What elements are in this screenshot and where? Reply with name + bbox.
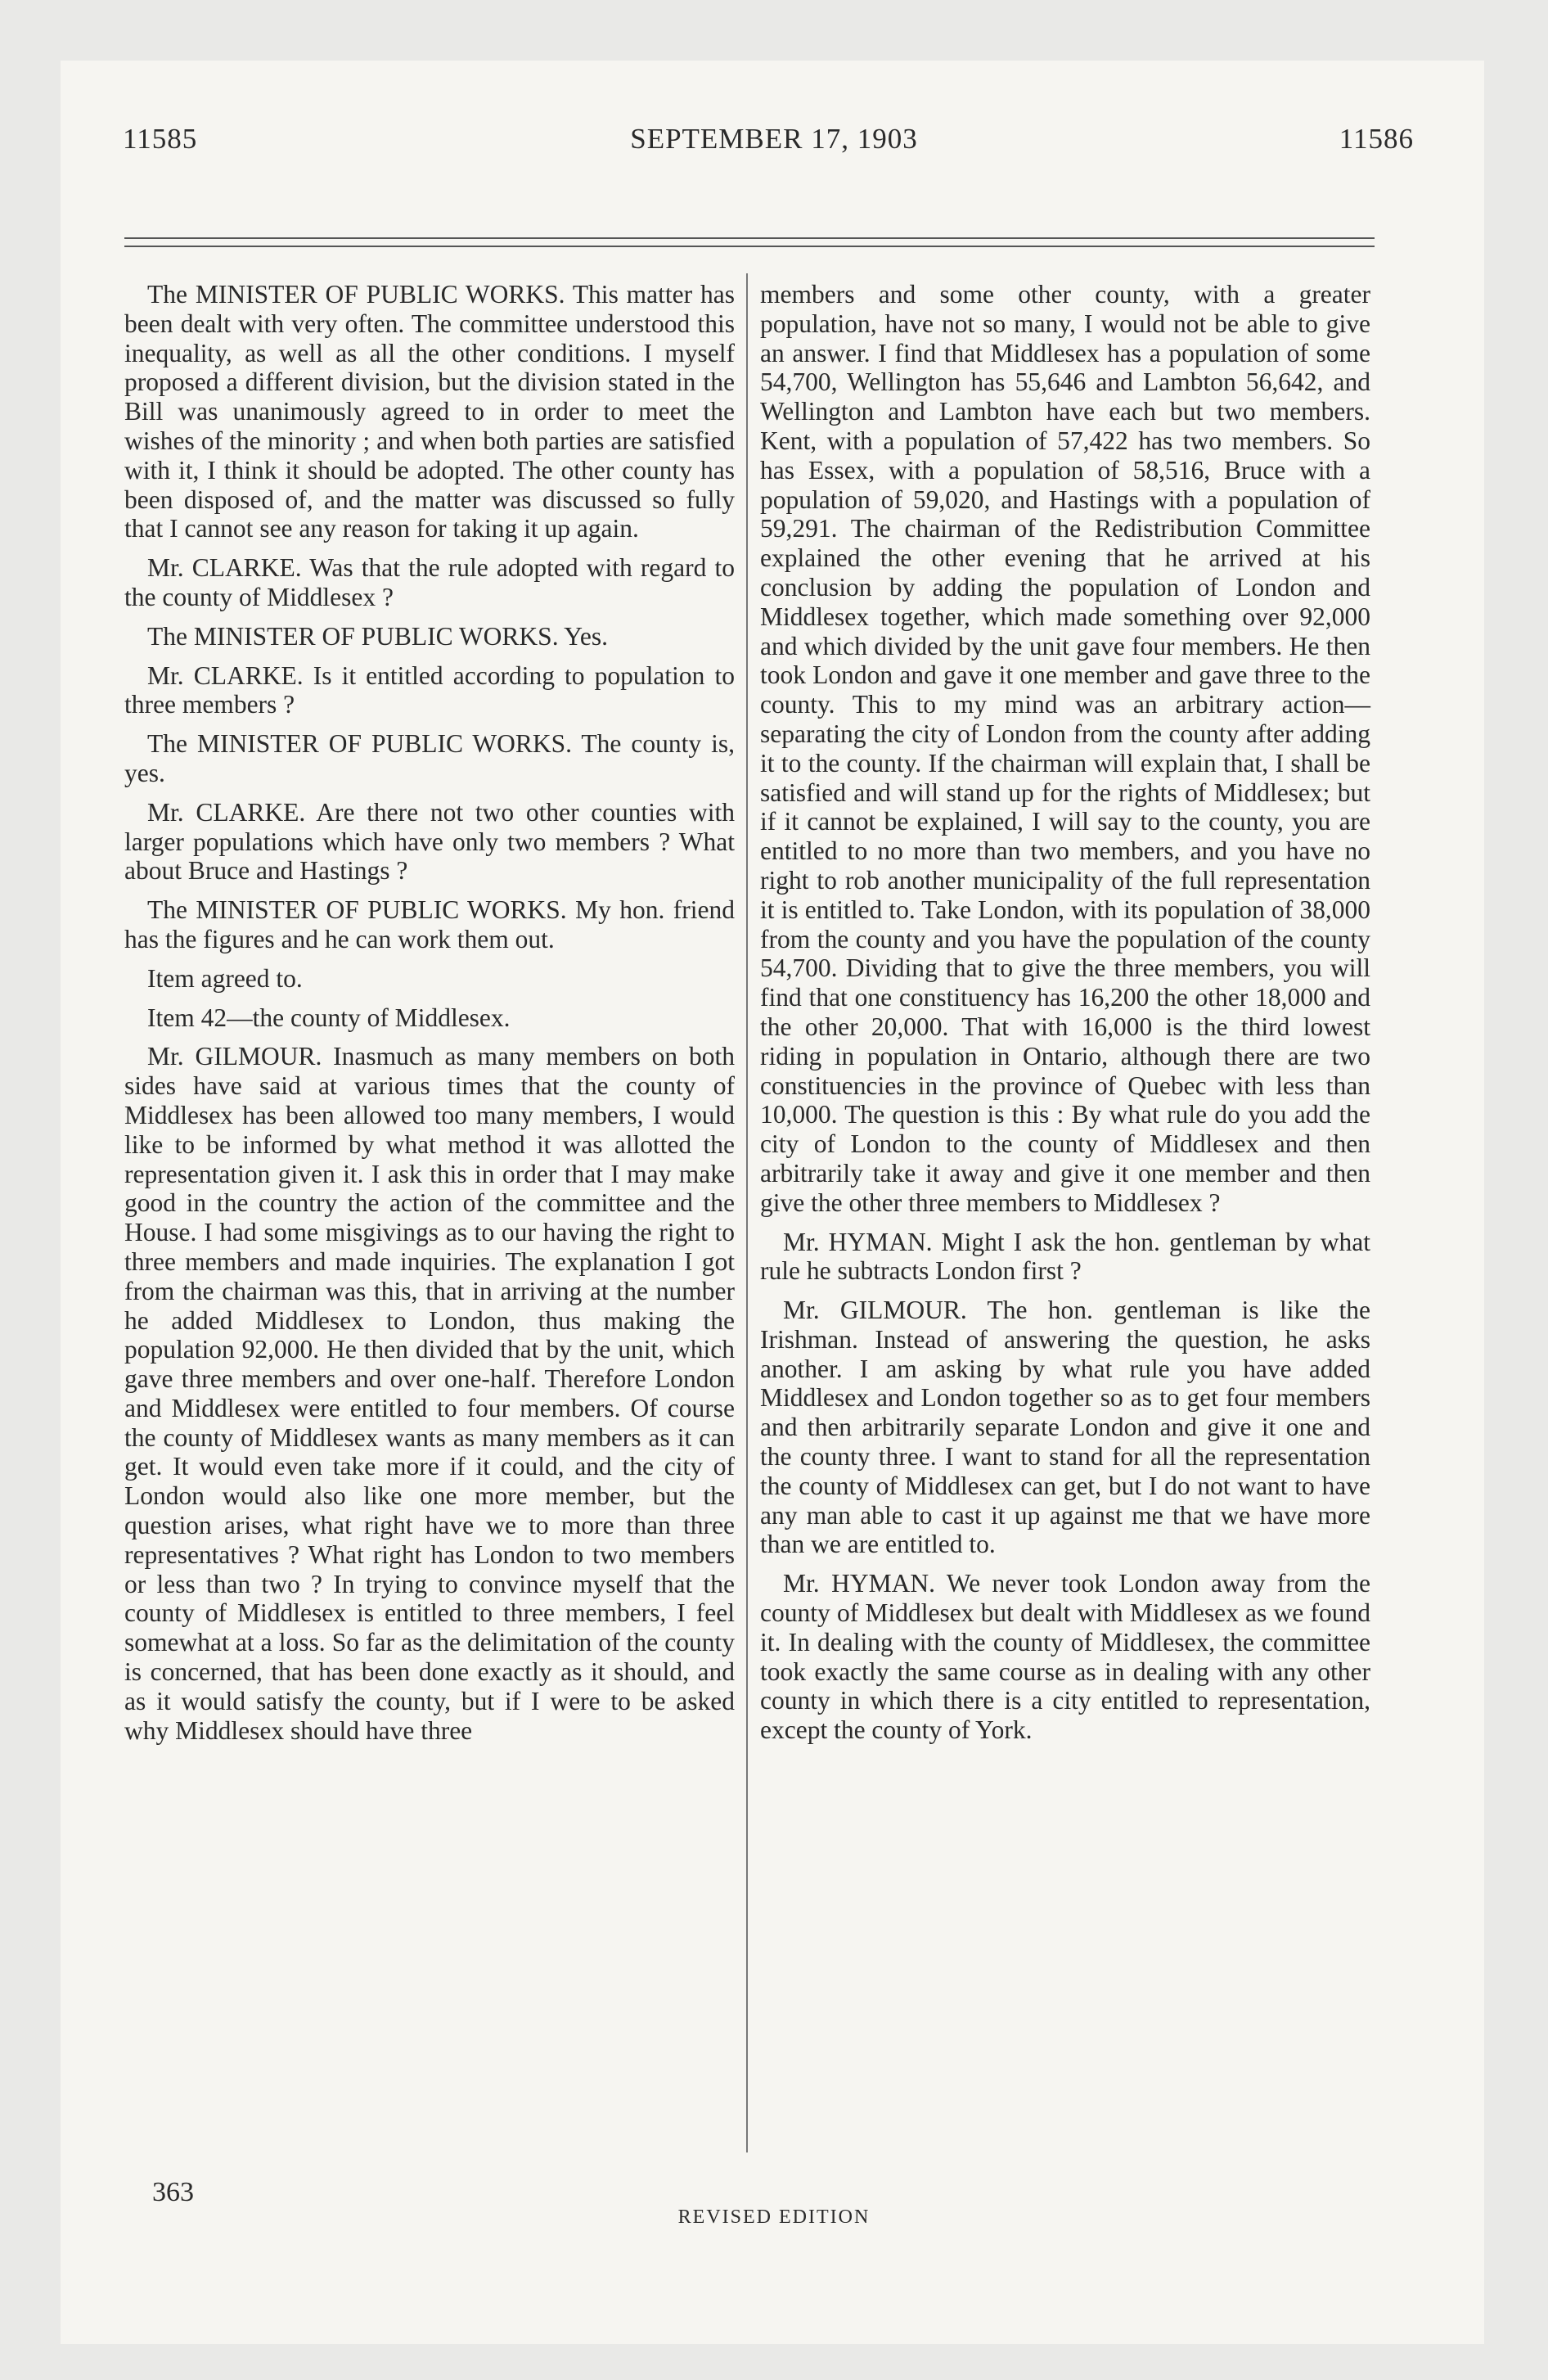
- left-page-number: 11585: [123, 123, 198, 155]
- paragraph: Mr. CLARKE. Are there not two other counties with larger populations which have only two members ? What about Bruce and Hastings ?: [124, 797, 735, 886]
- paragraph: Mr. CLARKE. Is it entitled according to population to three members ?: [124, 660, 735, 719]
- header-rule-bottom: [124, 246, 1375, 247]
- column-divider: [746, 273, 748, 2152]
- page-date: SEPTEMBER 17, 1903: [630, 123, 918, 155]
- paragraph: members and some other county, with a greater population, have not so many, I would not be able to give an answer. I find that Middlesex has a population of some 54,700, Wellington has 55,646 and Lambton 56,642, and Wellington and Lambton have each but two members. Kent, with a population of 57,422 has two members. So has Essex, with a population of 58,516, Bruce with a population of 59,020, and Hastings with a population of 59,291. The chairman of the Redistribution Committee explained the other evening that he arrived at his conclusion by adding the population of London and Middlesex together, which made something over 92,000 and which divided by the unit gave four members. He then took London and gave it one member and gave three to the county. This to my mind was an arbitrary action—separating the city of London from the county after adding it to the county. If the chairman will explain that, I shall be satisfied and will stand up for the rights of Middlesex; but if it cannot be explained, I will say to the county, you are entitled to no more than two members, and you have no right to rob another municipality of the full representation it is entitled to. Take London, with its population of 38,000 from the county and you have the population of the county 54,700. Dividing that to give the three members, you will find that one constituency has 16,200 the other 18,000 and the other 20,000. That with 16,000 is the third lowest riding in population in Ontario, although there are two constituencies in the province of Quebec with less than 10,000. The question is this : By what rule do you add the city of London to the county of Middlesex and then arbitrarily take it away and give it one member and then give the other three members to Middlesex ?: [760, 280, 1370, 1217]
- header-rule-top: [124, 237, 1375, 239]
- right-page-number: 11586: [1339, 123, 1414, 155]
- paragraph: Mr. GILMOUR. Inasmuch as many members on both sides have said at various times that the county of Middlesex has been allowed too many members, I would like to be informed by what method it was allotted the representation given it. I ask this in order that I may make good in the country the action of the committee and the House. I had some misgivings as to our having the right to three members and made inquiries. The explanation I got from the chairman was this, that in arriving at the number he added Middlesex to London, thus making the population 92,000. He then divided that by the unit, which gave three members and over one-half. Therefore London and Middlesex were entitled to four members. Of course the county of Middlesex wants as many members as it can get. It would even take more if it could, and the city of London would also like one more member, but the question arises, what right have we to more than three representatives ? What right has London to two members or less than two ? In trying to convince myself that the county of Middlesex is entitled to three members, I feel somewhat at a loss. So far as the delimitation of the county is concerned, that has been done exactly as it should, and as it would satisfy the county, but if I were to be asked why Middlesex should have three: [124, 1042, 735, 1745]
- paragraph: Item agreed to.: [147, 963, 303, 993]
- paragraph: Mr. HYMAN. Might I ask the hon. gentleman by what rule he subtracts London first ?: [760, 1227, 1370, 1286]
- paragraph: Mr. GILMOUR. The hon. gentleman is like the Irishman. Instead of answering the question, he asks another. I am asking by what rule you have added Middlesex and London together so as to get four members and then arbitrarily separate London and give it one and the county three. I want to stand for all the representation the county of Middlesex can get, but I do not want to have any man able to cast it up against me that we have more than we are entitled to.: [760, 1296, 1370, 1559]
- right-column: [760, 280, 1370, 1755]
- paragraph: Mr. HYMAN. We never took London away from the county of Middlesex but dealt with Middlesex as we found it. In dealing with the county of Middlesex, the committee took exactly the same course as in dealing with any other county in which there is a city entitled to representation, except the county of York.: [760, 1569, 1370, 1745]
- paragraph: Mr. CLARKE. Was that the rule adopted with regard to the county of Middlesex ?: [124, 553, 735, 611]
- left-column: [124, 280, 735, 1755]
- edition-footer: REVISED EDITION: [677, 2206, 871, 2228]
- paragraph: The MINISTER OF PUBLIC WORKS. The county is, yes.: [124, 729, 735, 787]
- paragraph: The MINISTER OF PUBLIC WORKS. This matter has been dealt with very often. The committee understood this inequality, as well as all the other conditions. I myself proposed a different division, but the division stated in the Bill was unanimously agreed to in order to meet the wishes of the minority ; and when both parties are satisfied with it, I think it should be adopted. The other county has been disposed of, and the matter was discussed so fully that I cannot see any reason for taking it up again.: [124, 280, 735, 543]
- folio-number: 363: [152, 2177, 194, 2207]
- paragraph: Item 42—the county of Middlesex.: [147, 1003, 511, 1032]
- paragraph: The MINISTER OF PUBLIC WORKS. Yes.: [147, 621, 608, 651]
- paragraph: The MINISTER OF PUBLIC WORKS. My hon. friend has the figures and he can work them out.: [124, 895, 735, 953]
